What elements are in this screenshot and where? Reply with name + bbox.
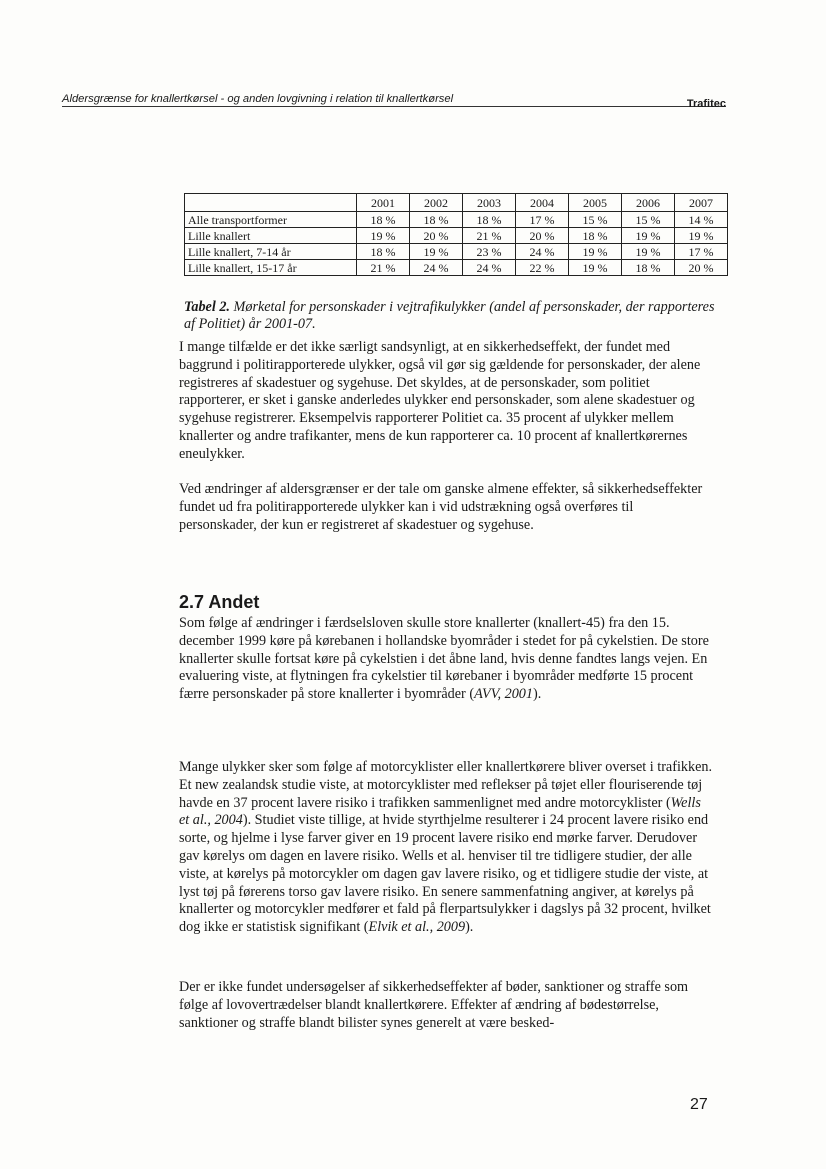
row-label: Lille knallert — [185, 228, 357, 244]
table-row — [185, 212, 728, 228]
year-header: 2007 — [675, 194, 728, 212]
paragraph — [179, 615, 714, 704]
table-cell: 21 % — [463, 228, 516, 244]
header-title: Aldersgrænse for knallertkørsel - og anden lovgivning i relation til knallertkørsel — [62, 93, 454, 105]
table-cell: 17 % — [675, 244, 728, 260]
table-corner-cell — [185, 194, 357, 212]
table-cell: 19 % — [357, 228, 410, 244]
table-cell: 15 % — [622, 212, 675, 228]
paragraph: Der er ikke fundet undersøgelser af sikkerhedseffekter af bøder, sanktioner og straffe som følge af lovovertrædelser blandt knallertkørere. Effekter af ændring af bødestørrelse, sanktioner og straffe blandt bilister synes generelt at være besked- — [179, 979, 689, 1031]
table-header-row — [185, 194, 728, 212]
injury-rate-table — [184, 193, 728, 276]
table-cell: 17 % — [516, 212, 569, 228]
table-row — [185, 260, 728, 276]
table-cell: 19 % — [569, 244, 622, 260]
paragraph-text: ). — [465, 919, 474, 936]
year-header: 2004 — [516, 194, 569, 212]
table-row — [185, 244, 728, 260]
year-header: 2006 — [622, 194, 675, 212]
paragraph-text: ). Studiet viste tillige, at hvide styrthjelme resulterer i 24 procent lavere risiko end sorte, og hjelme i lyse farver giver en 19 procent lavere risiko end mørke farver. Derudover gav kørelys om dagen en lavere risiko. Wells et al. henviser til tre tidligere studier, der alle viste, at kørelys på motorcykler om dagen gav lavere risiko, og et tidligere studie der viste, at lyst tøj på førerens torso gav lavere risiko. En senere sammenfatning angiver, at kørelys på knallerter og motorcykler medfører et fald på flerpartsulykker i dagslys på 32 procent, hvilket dog ikke er statistisk signifikant ( — [179, 812, 711, 936]
table-cell: 14 % — [675, 212, 728, 228]
table-cell: 18 % — [410, 212, 463, 228]
table-cell: 20 % — [410, 228, 463, 244]
page-number: 27 — [690, 1096, 708, 1113]
table-cell: 18 % — [622, 260, 675, 276]
table-cell: 18 % — [463, 212, 516, 228]
caption-text: Mørketal for personskader i vejtrafikulykker (andel af personskader, der rapporteres af Politiet) år 2001-07. — [184, 299, 715, 332]
table-cell: 20 % — [516, 228, 569, 244]
table-cell: 20 % — [675, 260, 728, 276]
row-label: Lille knallert, 15-17 år — [185, 260, 357, 276]
paragraph-text: Mange ulykker sker som følge af motorcyklister eller knallertkørere bliver overset i trafikken. Et new zealandsk studie viste, at motorcyklister med reflekser på tøjet eller flouriserende tøj havde en 37 procent lavere risiko i trafikken sammenlignet med andre motorcyklister ( — [179, 759, 713, 811]
table-cell: 18 % — [569, 228, 622, 244]
table-cell: 24 % — [516, 244, 569, 260]
table-cell: 24 % — [463, 260, 516, 276]
table-cell: 19 % — [569, 260, 622, 276]
table-cell: 19 % — [622, 228, 675, 244]
caption-label: Tabel 2. — [184, 299, 230, 315]
section-heading: 2.7 Andet — [179, 592, 260, 612]
citation: AVV, 2001 — [474, 686, 533, 703]
table-cell: 18 % — [357, 244, 410, 260]
year-header: 2002 — [410, 194, 463, 212]
table-cell: 18 % — [357, 212, 410, 228]
table-cell: 19 % — [410, 244, 463, 260]
paragraph-text: ). — [533, 686, 542, 703]
year-header: 2005 — [569, 194, 622, 212]
table-cell: 23 % — [463, 244, 516, 260]
paragraph: Ved ændringer af aldersgrænser er der tale om ganske almene effekter, så sikkerhedseffekter fundet ud fra politirapporterede ulykker kan i vid udstrækning også overføres til personskader, der kun er registreret af skadestuer og sygehuse. — [179, 481, 703, 533]
table-cell: 24 % — [410, 260, 463, 276]
paragraph-text: Som følge af ændringer i færdselsloven skulle store knallerter (knallert-45) fra den 15. december 1999 køre på kørebanen i hollandske byområder i stedet for på cykelstien. De store knallerter skulle fortsat køre på cykelstien i det åbne land, hvis denne fandtes langs vejen. En evaluering viste, at flytningen fra cykelstier til kørebaner i byområder medførte 15 procent færre personskader på store knallerter i byområder ( — [179, 615, 709, 703]
table-cell: 19 % — [675, 228, 728, 244]
table-cell: 15 % — [569, 212, 622, 228]
table-caption — [184, 299, 724, 333]
table-cell: 21 % — [357, 260, 410, 276]
running-header — [62, 90, 726, 110]
citation: Elvik et al., 2009 — [368, 919, 466, 936]
year-header: 2003 — [463, 194, 516, 212]
row-label: Lille knallert, 7-14 år — [185, 244, 357, 260]
table-row — [185, 228, 728, 244]
table-cell: 22 % — [516, 260, 569, 276]
table-cell: 19 % — [622, 244, 675, 260]
header-brand: Trafitec — [686, 98, 726, 110]
year-header: 2001 — [357, 194, 410, 212]
paragraph: I mange tilfælde er det ikke særligt sandsynligt, at en sikkerhedseffekt, der fundet med baggrund i politirapporterede ulykker, også vil gør sig gældende for personskader, der alene registreres af skadestuer og sygehuse. Det skyldes, at de personskader, som politiet rapporterer, er sket i ganske anderledes ulykker end personskader, som alene skadestuer og sygehuse registrerer. Eksempelvis rapporterer Politiet ca. 35 procent af ulykker mellem knallerter og andre trafikanter, mens de kun rapporterer ca. 10 procent af knallertkørernes eneulykker. — [179, 339, 701, 462]
row-label: Alle transportformer — [185, 212, 357, 228]
citation: Wells et al., 2004 — [179, 794, 701, 829]
paragraph — [179, 759, 714, 937]
